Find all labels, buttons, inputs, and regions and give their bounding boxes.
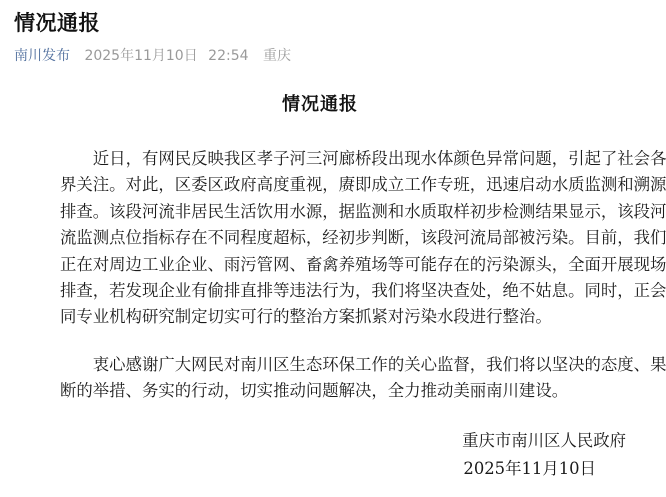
notice-line: 断的举措、务实的行动，切实推动问题解决，全力推动美丽南川建设。	[60, 381, 569, 401]
notice-document-image	[14, 78, 666, 497]
article-meta	[14, 46, 626, 66]
notice-line: 流监测点位指标存在不同程度超标，经初步判断，该段河流局部被污染。目前，我们	[60, 228, 666, 248]
author-link[interactable]: 南川发布	[14, 48, 70, 64]
notice-paragraph-2	[60, 352, 666, 405]
notice-line: 正在对周边工业企业、雨污管网、畜禽养殖场等可能存在的污染源头，全面开展现场	[60, 254, 666, 274]
notice-line: 近日，有网民反映我区孝子河三河廊桥段出现水体颜色异常问题，引起了社会各	[92, 149, 666, 168]
notice-paragraph-1	[60, 146, 666, 331]
publish-time: 22:54	[208, 48, 249, 64]
notice-line: 排查。该段河流非居民生活饮用水源，据监测和水质取样初步检测结果显示，该段河	[60, 201, 666, 221]
notice-line: 同专业机构研究制定切实可行的整治方案抓紧对污染水段进行整治。	[60, 307, 552, 327]
publish-location: 重庆	[262, 48, 291, 64]
notice-heading: 情况通报	[282, 94, 358, 115]
publish-date: 2025年11月10日	[84, 48, 198, 64]
article-header	[14, 6, 626, 66]
signature-date: 2025年11月10日	[463, 459, 596, 478]
notice-line: 排查，若发现企业有偷排直排等违法行为，我们将坚决查处，绝不姑息。同时，正会	[60, 281, 666, 301]
notice-line: 界关注。对此，区委区政府高度重视，赓即成立工作专班，迅速启动水质监测和溯源	[60, 175, 666, 195]
notice-line: 衷心感谢广大网民对南川区生态环保工作的关心监督，我们将以坚决的态度、果	[92, 355, 666, 374]
signature-organization: 重庆市南川区人民政府	[462, 431, 626, 450]
article-title: 情况通报	[14, 11, 100, 35]
